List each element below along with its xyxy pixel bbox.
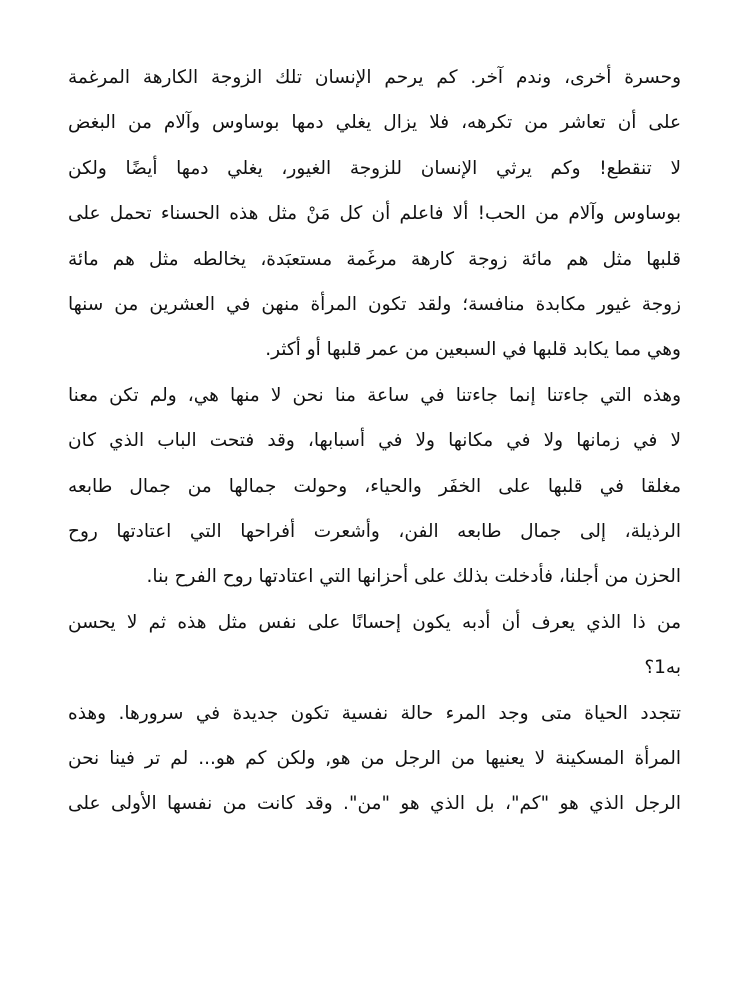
text-line: به1؟ xyxy=(644,657,681,678)
text-line: قلبها مثل هم مائة زوجة كارهة مرغَمة مستعبَدة، يخالطه مثل هم مائة xyxy=(68,249,681,270)
text-line: بوساوس وآلام من الحب! ألا فاعلم أن كل مَنْ مثل هذه الحسناء تحمل على xyxy=(68,203,681,224)
text-line: لا في زمانها ولا في مكانها ولا في أسبابها، وقد فتحت الباب الذي كان xyxy=(68,430,681,451)
text-line: لا تنقطع! وكم يرثي الإنسان للزوجة الغيور، يغلي دمها أيضًا ولكن xyxy=(68,158,681,179)
text-line: على أن تعاشر من تكرهه، فلا يزال يغلي دمها بوساوس وآلام من البغض xyxy=(68,112,681,133)
text-line: الرذيلة، إلى جمال طابعه الفن، وأشعرت أفراحها التي اعتادتها روح xyxy=(68,521,681,542)
text-line: الرجل الذي هو "كم"، بل الذي هو "من". وقد كانت من نفسها الأولى على xyxy=(68,793,681,814)
text-line: المرأة المسكينة لا يعنيها من الرجل من هو, ولكن كم هو... لم تر فينا نحن xyxy=(68,748,681,769)
text-line: الحزن من أجلنا، فأدخلت بذلك على أحزانها التي اعتادتها روح الفرح بنا. xyxy=(146,566,681,587)
document-page xyxy=(68,0,681,1000)
text-line: زوجة غيور مكابدة منافسة؛ ولقد تكون المرأة منهن في العشرين من سنها xyxy=(68,294,681,315)
text-line: مغلقا في قلبها على الخفَر والحياء، وحولت جمالها من جمال طابعه xyxy=(68,476,681,497)
text-line: وهي مما يكابد قلبها في السبعين من عمر قلبها أو أكثر. xyxy=(265,339,681,360)
text-line: تتجدد الحياة متى وجد المرء حالة نفسية تكون جديدة في سرورها. وهذه xyxy=(68,703,681,724)
text-line: من ذا الذي يعرف أن أدبه يكون إحسانًا على نفس مثل هذه ثم لا يحسن xyxy=(68,612,681,633)
text-line: وحسرة أخرى، وندم آخر. كم يرحم الإنسان تلك الزوجة الكارهة المرغمة xyxy=(68,67,681,88)
text-line: وهذه التي جاءتنا إنما جاءتنا في ساعة منا نحن لا منها هي، ولم تكن معنا xyxy=(68,385,681,406)
